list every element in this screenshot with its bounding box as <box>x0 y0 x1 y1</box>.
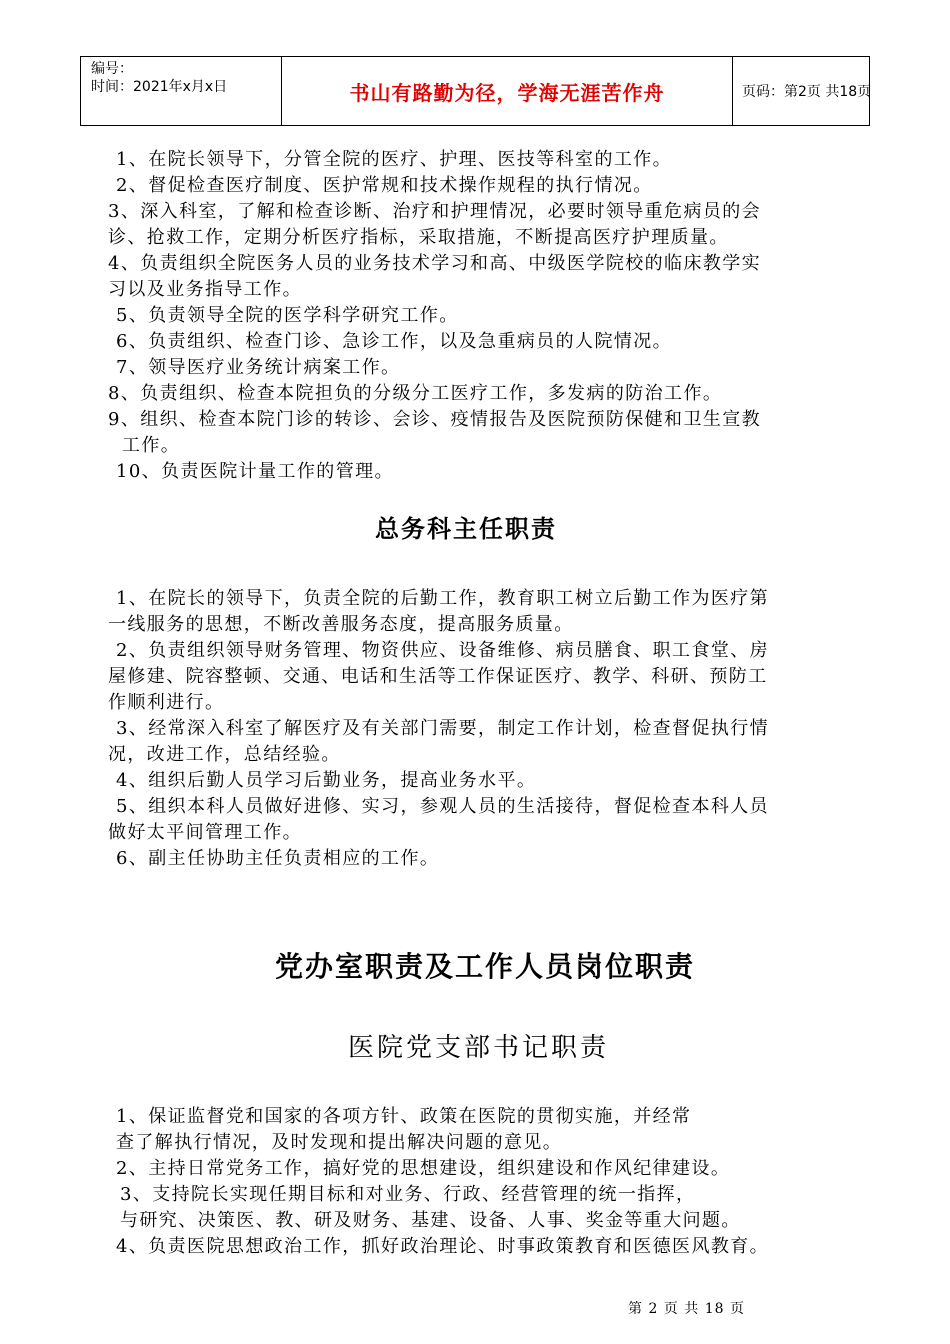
section1-line: 工作。 <box>122 435 181 456</box>
section2-line: 6、副主任协助主任负责相应的工作。 <box>116 848 440 869</box>
section3-title: 党办室职责及工作人员岗位职责 <box>275 950 696 983</box>
page-header <box>80 56 870 126</box>
section1-line: 7、领导医疗业务统计病案工作。 <box>116 357 401 378</box>
section2-line: 5、组织本科人员做好进修、实习，参观人员的生活接待，督促检查本科人员 <box>116 796 770 817</box>
section2-line: 屋修建、院容整顿、交通、电话和生活等工作保证医疗、教学、科研、预防工 <box>108 666 768 687</box>
section2-line: 作顺利进行。 <box>108 692 225 713</box>
section2-line: 3、经常深入科室了解医疗及有关部门需要，制定工作计划，检查督促执行情 <box>116 718 770 739</box>
section1-line: 5、负责领导全院的医学科学研究工作。 <box>116 305 459 326</box>
section1-line: 1、在院长领导下，分管全院的医疗、护理、医技等科室的工作。 <box>116 149 673 170</box>
section2-title: 总务科主任职责 <box>375 515 557 543</box>
section2-line: 一线服务的思想，不断改善服务态度，提高服务质量。 <box>108 614 574 635</box>
section3-line: 2、主持日常党务工作，搞好党的思想建设，组织建设和作风纪律建设。 <box>116 1158 731 1179</box>
section1-line: 习以及业务指导工作。 <box>108 279 302 300</box>
section2-line: 4、组织后勤人员学习后勤业务，提高业务水平。 <box>116 770 537 791</box>
section1-line: 诊、抢救工作，定期分析医疗指标，采取措施，不断提高医疗护理质量。 <box>108 227 729 248</box>
header-time-label: 时间：2021年x月x日 <box>91 79 228 95</box>
section3-line: 3、支持院长实现任期目标和对业务、行政、经营管理的统一指挥， <box>120 1184 696 1205</box>
section3-line: 与研究、决策医、教、研及财务、基建、设备、人事、奖金等重大问题。 <box>120 1210 741 1231</box>
section2-line: 况，改进工作，总结经验。 <box>108 744 341 765</box>
section2-line: 2、负责组织领导财务管理、物资供应、设备维修、病员膳食、职工食堂、房 <box>116 640 770 661</box>
section1-line: 8、负责组织、检查本院担负的分级分工医疗工作，多发病的防治工作。 <box>108 383 723 404</box>
section1-line: 3、深入科室，了解和检查诊断、治疗和护理情况，必要时领导重危病员的会 <box>108 201 762 222</box>
header-page-info: 页码：第2页 共18页 <box>732 57 870 125</box>
section3-line: 1、保证监督党和国家的各项方针、政策在医院的贯彻实施，并经常 <box>116 1106 692 1127</box>
section1-line: 9、组织、检查本院门诊的转诊、会诊、疫情报告及医院预防保健和卫生宣教 <box>108 409 762 430</box>
page-footer: 第 2 页 共 18 页 <box>628 1301 745 1317</box>
section3-line: 4、负责医院思想政治工作，抓好政治理论、时事政策教育和医德医风教育。 <box>116 1236 770 1257</box>
section1-line: 2、督促检查医疗制度、医护常规和技术操作规程的执行情况。 <box>116 175 653 196</box>
section1-line: 10、负责医院计量工作的管理。 <box>116 461 394 482</box>
section1-line: 6、负责组织、检查门诊、急诊工作，以及急重病员的人院情况。 <box>116 331 673 352</box>
section1-line: 4、负责组织全院医务人员的业务技术学习和高、中级医学院校的临床教学实 <box>108 253 762 274</box>
section2-line: 做好太平间管理工作。 <box>108 822 302 843</box>
header-number-label: 编号： <box>91 61 133 77</box>
header-meta <box>80 57 282 125</box>
section3-subtitle: 医院党支部书记职责 <box>348 1033 610 1063</box>
header-motto: 书山有路勤为径，学海无涯苦作舟 <box>282 57 733 125</box>
section3-line: 查了解执行情况，及时发现和提出解决问题的意见。 <box>116 1132 563 1153</box>
section2-line: 1、在院长的领导下，负责全院的后勤工作，教育职工树立后勤工作为医疗第 <box>116 588 770 609</box>
